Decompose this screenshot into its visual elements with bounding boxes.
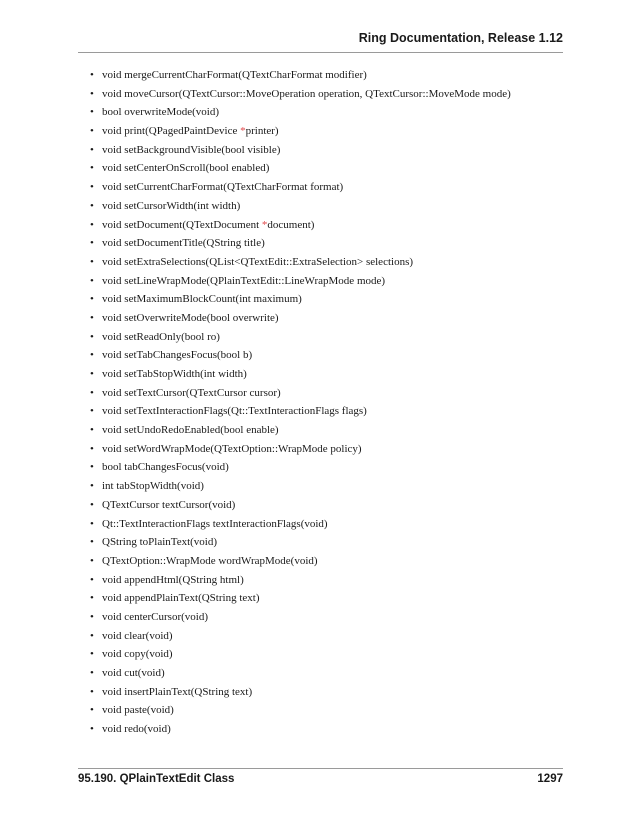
list-item — [90, 720, 511, 739]
list-item — [90, 66, 511, 85]
bullet-icon: • — [90, 218, 94, 231]
header-title: Ring Documentation, Release 1.12 — [358, 31, 563, 45]
bullet-icon: • — [90, 143, 94, 156]
method-signature: void setLineWrapMode(QPlainTextEdit::LineWrapMode mode) — [102, 274, 386, 287]
list-item — [90, 122, 511, 141]
bullet-icon: • — [90, 667, 94, 679]
bullet-icon: • — [90, 648, 94, 661]
bullet-icon: • — [90, 554, 94, 567]
method-signature: QString toPlainText(void) — [102, 536, 218, 549]
method-signature: void clear(void) — [102, 629, 173, 642]
list-item — [90, 533, 511, 552]
method-signature: void moveCursor(QTextCursor::MoveOperation operation, QTextCursor::MoveMode mode) — [102, 87, 511, 100]
bullet-icon: • — [90, 386, 94, 399]
bullet-icon: • — [90, 461, 94, 474]
method-signature: void redo(void) — [102, 723, 171, 736]
method-signature: void copy(void) — [102, 648, 173, 661]
method-signature: void centerCursor(void) — [102, 610, 208, 623]
bullet-icon: • — [90, 442, 94, 455]
pointer-asterisk: * — [261, 218, 268, 231]
list-item — [90, 458, 511, 477]
bullet-icon: • — [90, 293, 94, 306]
method-signature: void setTabStopWidth(int width) — [102, 368, 247, 380]
method-signature: bool overwriteMode(void) — [102, 106, 219, 119]
list-item — [90, 253, 511, 272]
method-signature-tail: printer) — [245, 125, 279, 138]
list-item — [90, 216, 511, 235]
list-item — [90, 627, 511, 646]
list-item — [90, 645, 511, 664]
list-item — [90, 234, 511, 253]
method-signature: void setReadOnly(bool ro) — [102, 330, 220, 343]
bullet-icon: • — [90, 69, 94, 81]
method-signature: bool tabChangesFocus(void) — [102, 461, 229, 474]
bullet-icon: • — [90, 424, 94, 437]
list-item — [90, 365, 511, 384]
bullet-icon: • — [90, 199, 94, 212]
bullet-icon: • — [90, 685, 94, 698]
method-signature: Qt::TextInteractionFlags textInteractionFlags(void) — [102, 517, 328, 530]
footer-section-title: 95.190. QPlainTextEdit Class — [78, 773, 235, 785]
list-item — [90, 683, 511, 702]
list-item — [90, 178, 511, 197]
method-signature: void setUndoRedoEnabled(bool enable) — [102, 424, 279, 437]
method-signature: QTextOption::WrapMode wordWrapMode(void) — [102, 554, 318, 567]
list-item — [90, 141, 511, 160]
bullet-icon: • — [90, 368, 94, 380]
bullet-icon: • — [90, 274, 94, 287]
list-item — [90, 328, 511, 347]
method-signature: void setTextInteractionFlags(Qt::TextInteractionFlags flags) — [102, 405, 367, 418]
bullet-icon: • — [90, 162, 94, 175]
bullet-icon: • — [90, 255, 94, 268]
method-signature: void paste(void) — [102, 704, 174, 717]
list-item — [90, 421, 511, 440]
list-item — [90, 589, 511, 608]
list-item — [90, 384, 511, 403]
bullet-icon: • — [90, 517, 94, 530]
bullet-icon: • — [90, 704, 94, 717]
list-item — [90, 608, 511, 627]
list-item — [90, 290, 511, 309]
method-signature: void mergeCurrentCharFormat(QTextCharFormat modifier) — [102, 69, 367, 81]
method-list — [90, 66, 511, 739]
list-item — [90, 309, 511, 328]
method-signature: QTextCursor textCursor(void) — [102, 498, 236, 511]
method-signature-tail: document) — [267, 218, 315, 231]
pointer-asterisk: * — [240, 125, 246, 138]
list-item — [90, 701, 511, 720]
bullet-icon: • — [90, 405, 94, 418]
footer-page-number: 1297 — [537, 773, 563, 785]
list-item — [90, 103, 511, 122]
method-signature: void setDocumentTitle(QString title) — [102, 237, 265, 250]
list-item — [90, 85, 511, 104]
list-item — [90, 496, 511, 515]
method-signature: void setCenterOnScroll(bool enabled) — [102, 162, 270, 175]
method-signature: void setOverwriteMode(bool overwrite) — [102, 311, 279, 324]
bullet-icon: • — [90, 723, 94, 736]
bullet-icon: • — [90, 592, 94, 605]
bullet-icon: • — [90, 87, 94, 100]
list-item — [90, 272, 511, 291]
method-signature: void print(QPagedPaintDevice — [102, 125, 241, 138]
method-signature: void setExtraSelections(QList<QTextEdit::ExtraSelection> selections) — [102, 255, 414, 268]
bullet-icon: • — [90, 181, 94, 194]
bullet-icon: • — [90, 330, 94, 343]
method-signature: void setWordWrapMode(QTextOption::WrapMode policy) — [102, 442, 362, 455]
method-signature: void setCursorWidth(int width) — [102, 199, 241, 212]
list-item — [90, 552, 511, 571]
list-item — [90, 571, 511, 590]
bullet-icon: • — [90, 629, 94, 642]
bullet-icon: • — [90, 311, 94, 324]
bullet-icon: • — [90, 237, 94, 250]
method-signature: void setCurrentCharFormat(QTextCharFormat format) — [102, 181, 344, 194]
list-item — [90, 515, 511, 534]
method-signature: void appendHtml(QString html) — [102, 573, 244, 586]
method-signature: void setMaximumBlockCount(int maximum) — [102, 293, 302, 306]
bullet-icon: • — [90, 610, 94, 623]
page-header — [78, 28, 563, 53]
method-signature: void setBackgroundVisible(bool visible) — [102, 143, 281, 156]
bullet-icon: • — [90, 498, 94, 511]
list-item — [90, 440, 511, 459]
page-footer — [78, 768, 563, 789]
bullet-icon: • — [90, 573, 94, 586]
bullet-icon: • — [90, 125, 94, 138]
method-signature: int tabStopWidth(void) — [102, 480, 204, 493]
method-signature: void setDocument(QTextDocument — [102, 218, 262, 231]
method-signature: void setTabChangesFocus(bool b) — [102, 349, 253, 362]
bullet-icon: • — [90, 536, 94, 549]
bullet-icon: • — [90, 349, 94, 362]
bullet-icon: • — [90, 106, 94, 119]
method-signature: void setTextCursor(QTextCursor cursor) — [102, 386, 281, 399]
list-item — [90, 197, 511, 216]
method-signature: void insertPlainText(QString text) — [102, 685, 253, 698]
list-item — [90, 346, 511, 365]
list-item — [90, 477, 511, 496]
list-item — [90, 159, 511, 178]
method-signature: void appendPlainText(QString text) — [102, 592, 260, 605]
list-item — [90, 402, 511, 421]
list-item — [90, 664, 511, 683]
method-signature: void cut(void) — [102, 667, 165, 679]
bullet-icon: • — [90, 480, 94, 493]
